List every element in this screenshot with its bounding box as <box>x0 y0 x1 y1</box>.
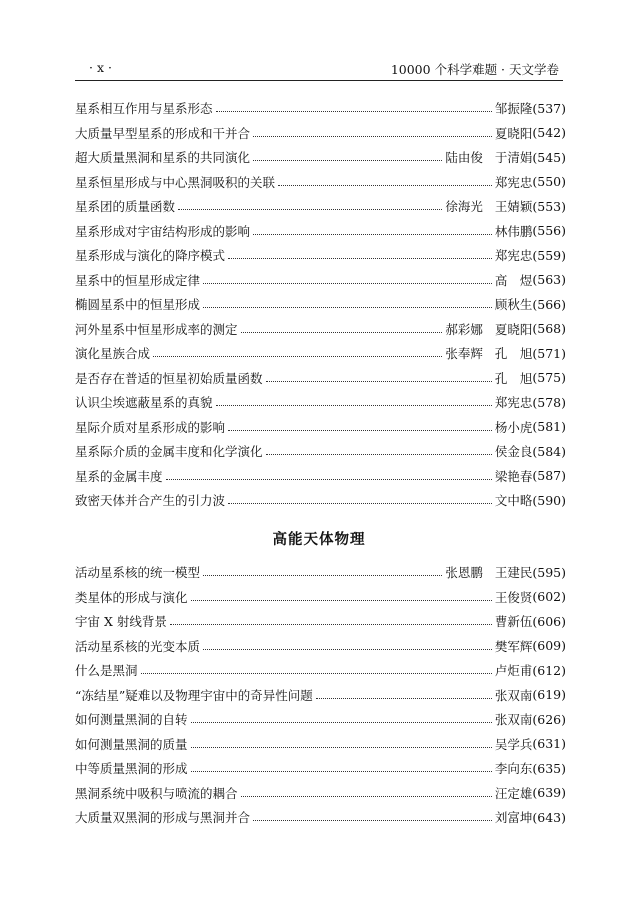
toc-entry-author: 吴学兵 <box>494 736 533 752</box>
dot-leader <box>253 135 492 137</box>
toc-entry[interactable] <box>75 609 566 634</box>
toc-entry-page: (545) <box>532 149 566 165</box>
toc-entry-page: (643) <box>532 809 566 825</box>
toc-entry-page: (566) <box>532 296 566 312</box>
toc-entry[interactable] <box>75 341 566 366</box>
dot-leader <box>191 746 492 748</box>
toc-entry-author: 王建民 <box>494 565 533 581</box>
toc-entry[interactable] <box>75 585 566 610</box>
toc-entry-title: 活动星系核的光变本质 <box>75 638 201 654</box>
toc-entry-page: (568) <box>532 321 566 337</box>
toc-entry-title: 星系形成与演化的降序模式 <box>75 248 226 264</box>
dot-leader <box>266 453 492 455</box>
toc-entry-title: 如何测量黑洞的自转 <box>75 712 188 728</box>
toc-entry[interactable] <box>75 732 566 757</box>
toc-entry-page: (635) <box>532 760 566 776</box>
toc-entry-title: 星系际介质的金属丰度和化学演化 <box>75 444 263 460</box>
toc-entry-title: 致密天体并合产生的引力波 <box>75 493 226 509</box>
toc-entry-title: 星际介质对星系形成的影响 <box>75 419 226 435</box>
dot-leader <box>141 672 492 674</box>
dot-leader <box>241 795 492 797</box>
toc-entry-author: 郑宪忠 <box>494 174 533 190</box>
toc-entry-author: 侯金良 <box>494 444 533 460</box>
toc-entry[interactable] <box>75 464 566 489</box>
toc-entry-author: 郑宪忠 <box>494 248 533 264</box>
toc-entry-title: 星系恒星形成与中心黑洞吸积的关联 <box>75 174 276 190</box>
toc-entry-title: 如何测量黑洞的质量 <box>75 736 188 752</box>
toc-entry-page: (556) <box>532 223 566 239</box>
toc-section-galaxies <box>75 96 566 513</box>
toc-entry-page: (537) <box>532 100 566 116</box>
toc-entry-coauthor: 张恩鹏 <box>445 565 483 581</box>
toc-entry-author: 顾秋生 <box>494 297 533 313</box>
toc-entry-title: 大质量早型星系的形成和干并合 <box>75 125 251 141</box>
toc-entry[interactable] <box>75 805 566 830</box>
toc-entry-title: 星系的金属丰度 <box>75 468 163 484</box>
toc-entry-author: 梁艳春 <box>494 468 533 484</box>
toc-entry[interactable] <box>75 194 566 219</box>
toc-entry[interactable] <box>75 683 566 708</box>
toc-entry-author: 林伟鹏 <box>494 223 533 239</box>
dot-leader <box>278 184 492 186</box>
toc-entry-title: 星系形成对宇宙结构形成的影响 <box>75 223 251 239</box>
toc-entry[interactable] <box>75 170 566 195</box>
dot-leader <box>203 282 492 284</box>
toc-entry-coauthor: 陆由俊 <box>445 150 483 166</box>
toc-entry[interactable] <box>75 390 566 415</box>
toc-entry-title: 超大质量黑洞和星系的共同演化 <box>75 150 251 166</box>
toc-entry-title: 大质量双黑洞的形成与黑洞并合 <box>75 810 251 826</box>
toc-entry-coauthor: 郝彩娜 <box>445 321 483 337</box>
header-rule <box>75 80 563 81</box>
toc-entry[interactable] <box>75 366 566 391</box>
toc-entry-title: 星系相互作用与星系形态 <box>75 101 213 117</box>
toc-entry-page: (553) <box>532 198 566 214</box>
toc-entry-page: (609) <box>532 638 566 654</box>
toc-entry[interactable] <box>75 756 566 781</box>
toc-entry-page: (550) <box>532 174 566 190</box>
toc-entry[interactable] <box>75 658 566 683</box>
toc-entry-author: 卢炬甫 <box>494 663 533 679</box>
toc-entry-author: 夏晓阳 <box>494 321 533 337</box>
toc-entry-author: 刘富坤 <box>494 810 533 826</box>
toc-entry-title: 黑洞系统中吸积与喷流的耦合 <box>75 785 238 801</box>
dot-leader <box>228 502 492 504</box>
toc-entry-author: 高 煜 <box>494 272 533 288</box>
toc-entry-title: 演化星族合成 <box>75 346 151 362</box>
toc-entry-coauthor: 张奉辉 <box>445 346 483 362</box>
toc-entry-title: 星系团的质量函数 <box>75 199 176 215</box>
toc-entry-page: (612) <box>532 662 566 678</box>
toc-entry-page: (587) <box>532 468 566 484</box>
toc-entry-author: 张双南 <box>494 712 533 728</box>
toc-entry-page: (606) <box>532 613 566 629</box>
toc-entry[interactable] <box>75 145 566 170</box>
dot-leader <box>170 623 492 625</box>
toc-entry-page: (542) <box>532 125 566 141</box>
toc-entry-page: (578) <box>532 394 566 410</box>
toc-entry-page: (584) <box>532 443 566 459</box>
toc-entry-page: (602) <box>532 589 566 605</box>
toc-entry-author: 孔 旭 <box>494 370 533 386</box>
toc-entry-author: 邹振隆 <box>494 101 533 117</box>
toc-entry-title: 中等质量黑洞的形成 <box>75 761 188 777</box>
toc-entry-title: “冻结星”疑难以及物理宇宙中的奇异性问题 <box>75 687 313 703</box>
toc-entry-title: 是否存在普适的恒星初始质量函数 <box>75 370 263 386</box>
page-number: · x · <box>89 60 112 75</box>
toc-entry-author: 郑宪忠 <box>494 395 533 411</box>
toc-entry-page: (595) <box>532 564 566 580</box>
toc-section-high-energy <box>75 560 566 830</box>
toc-entry-title: 河外星系中恒星形成率的测定 <box>75 321 238 337</box>
toc-entry-author: 于清娟 <box>494 150 533 166</box>
toc-entry-author: 孔 旭 <box>494 346 533 362</box>
toc-entry[interactable] <box>75 317 566 342</box>
toc-entry-author: 文中略 <box>494 493 533 509</box>
toc-entry[interactable] <box>75 292 566 317</box>
toc-entry[interactable] <box>75 415 566 440</box>
book-title: 10000 个科学难题 · 天文学卷 <box>390 62 559 77</box>
dot-leader <box>253 159 442 161</box>
section-title: 高能天体物理 <box>272 532 366 548</box>
toc-entry[interactable] <box>75 121 566 146</box>
toc-entry-page: (559) <box>532 247 566 263</box>
toc-entry-title: 认识尘埃遮蔽星系的真貌 <box>75 395 213 411</box>
dot-leader <box>203 306 492 308</box>
toc-entry[interactable] <box>75 96 566 121</box>
dot-leader <box>216 110 492 112</box>
toc-entry-page: (590) <box>532 492 566 508</box>
dot-leader <box>253 233 492 235</box>
dot-leader <box>191 721 492 723</box>
toc-entry-author: 李向东 <box>494 761 533 777</box>
toc-entry-page: (575) <box>532 370 566 386</box>
toc-entry[interactable] <box>75 243 566 268</box>
dot-leader <box>216 404 492 406</box>
toc-entry-title: 星系中的恒星形成定律 <box>75 272 201 288</box>
toc-entry-author: 王俊贤 <box>494 589 533 605</box>
toc-entry-page: (626) <box>532 711 566 727</box>
toc-entry-coauthor: 徐海光 <box>445 199 483 215</box>
dot-leader <box>178 208 442 210</box>
toc-entry-title: 类星体的形成与演化 <box>75 589 188 605</box>
toc-entry-author: 曹新伍 <box>494 614 533 630</box>
toc-entry-page: (619) <box>532 687 566 703</box>
toc-entry-page: (571) <box>532 345 566 361</box>
toc-entry-author: 夏晓阳 <box>494 125 533 141</box>
toc-entry[interactable] <box>75 707 566 732</box>
toc-entry-author: 张双南 <box>494 687 533 703</box>
dot-leader <box>266 380 492 382</box>
toc-entry-author: 王婧颖 <box>494 199 533 215</box>
toc-entry-title: 什么是黑洞 <box>75 663 138 679</box>
toc-entry[interactable] <box>75 268 566 293</box>
toc-entry-author: 汪定雄 <box>494 785 533 801</box>
dot-leader <box>191 599 492 601</box>
toc-entry-title: 椭圆星系中的恒星形成 <box>75 297 201 313</box>
toc-entry[interactable] <box>75 560 566 585</box>
toc-entry-page: (631) <box>532 736 566 752</box>
toc-entry[interactable] <box>75 781 566 806</box>
dot-leader <box>316 697 492 699</box>
dot-leader <box>228 257 492 259</box>
page-header <box>75 60 563 80</box>
dot-leader <box>228 429 492 431</box>
toc-entry-author: 杨小虎 <box>494 419 533 435</box>
dot-leader <box>166 478 492 480</box>
dot-leader <box>241 331 443 333</box>
dot-leader <box>203 574 442 576</box>
dot-leader <box>153 355 442 357</box>
toc-entry-page: (563) <box>532 272 566 288</box>
toc-entry-author: 樊军辉 <box>494 638 533 654</box>
toc-entry[interactable] <box>75 219 566 244</box>
dot-leader <box>191 770 492 772</box>
toc-entry-page: (581) <box>532 419 566 435</box>
toc-entry-title: 活动星系核的统一模型 <box>75 565 201 581</box>
toc-entry[interactable] <box>75 488 566 513</box>
dot-leader <box>203 648 492 650</box>
toc-entry-page: (639) <box>532 785 566 801</box>
toc-entry[interactable] <box>75 634 566 659</box>
toc-entry-title: 宇宙 X 射线背景 <box>75 614 167 630</box>
toc-entry[interactable] <box>75 439 566 464</box>
dot-leader <box>253 819 492 821</box>
